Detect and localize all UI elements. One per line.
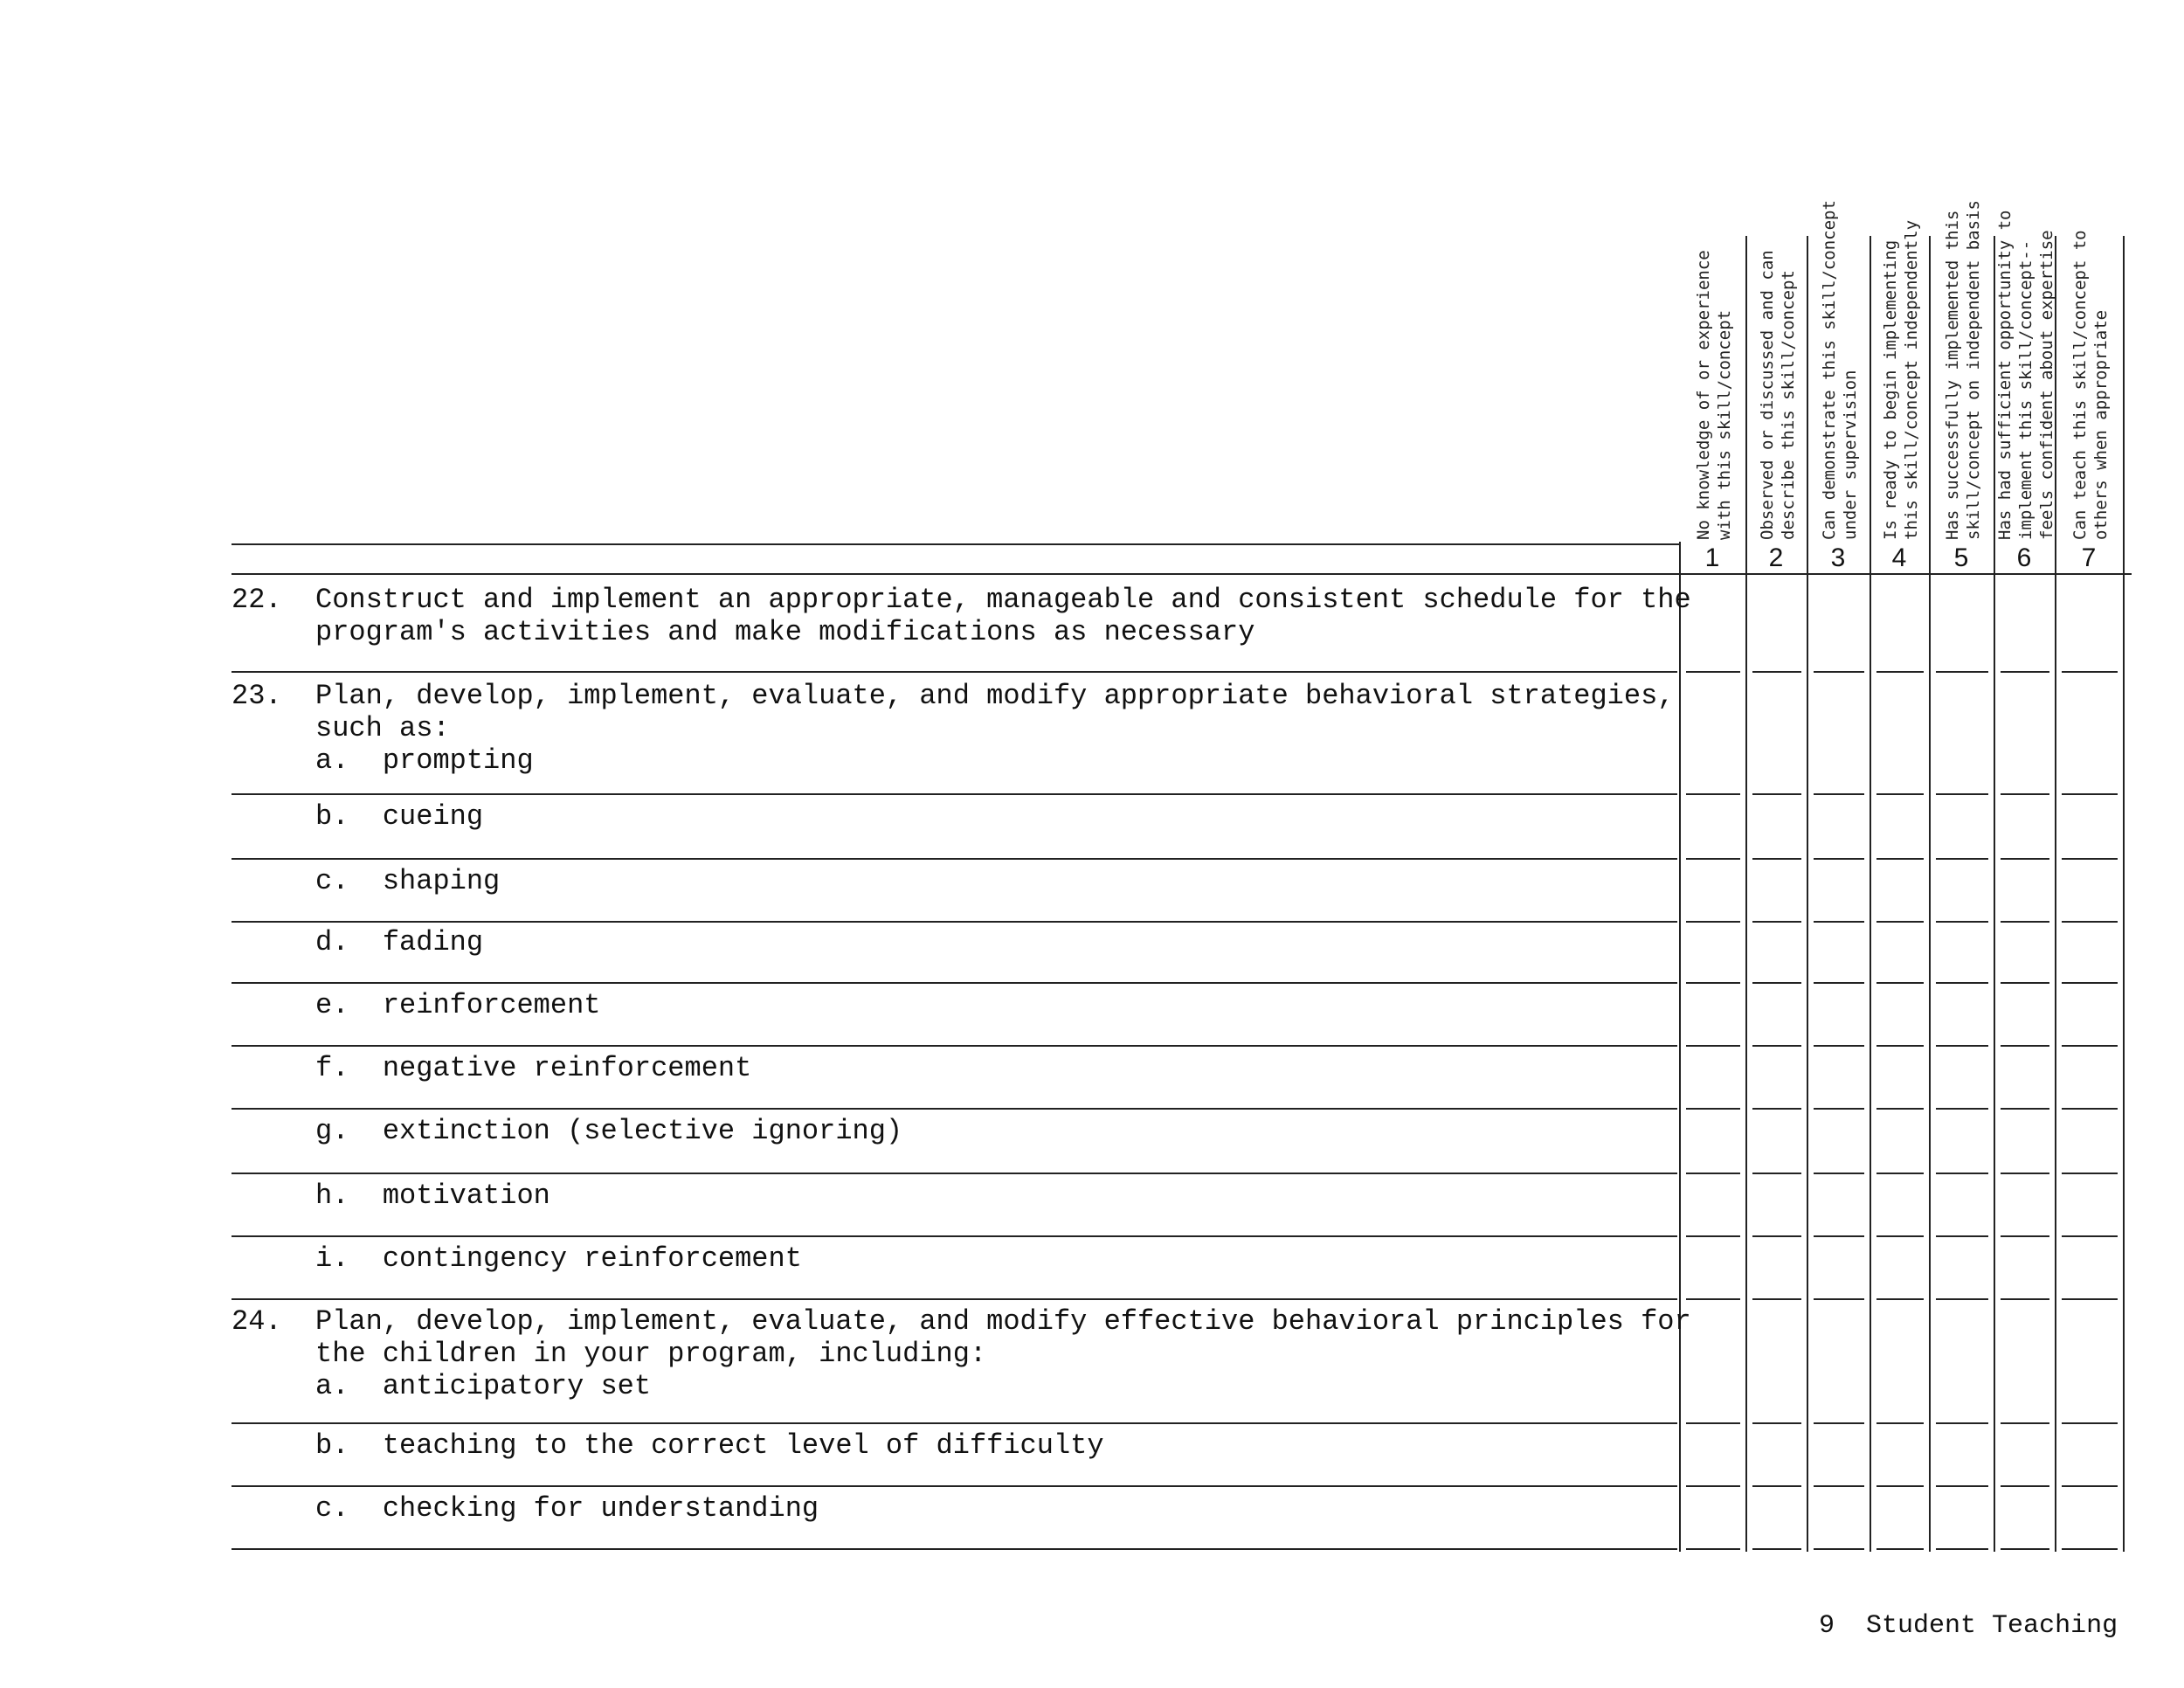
rating-blank[interactable]	[1752, 858, 1801, 860]
rating-blank[interactable]	[1752, 1108, 1801, 1110]
row-rule	[232, 1485, 1677, 1487]
rating-blank[interactable]	[1814, 982, 1864, 984]
column-number-4: 4	[1891, 543, 1907, 572]
rating-blank[interactable]	[1752, 921, 1801, 923]
rating-blank[interactable]	[1936, 921, 1988, 923]
column-header-3	[1819, 200, 1861, 540]
rating-blank[interactable]	[1876, 1422, 1924, 1424]
rating-blank[interactable]	[2062, 921, 2118, 923]
rating-blank[interactable]	[2001, 1422, 2049, 1424]
rating-blank[interactable]	[1752, 1298, 1801, 1300]
rating-blank[interactable]	[1686, 1235, 1740, 1237]
column-header-line: implement this skill/concept--	[2016, 239, 2035, 540]
rating-blank[interactable]	[1814, 858, 1864, 860]
rating-blank[interactable]	[1936, 671, 1988, 673]
skill-item-line: program's activities and make modifications as necessary	[232, 616, 1255, 648]
rating-blank[interactable]	[1686, 1108, 1740, 1110]
rating-blank[interactable]	[2001, 1108, 2049, 1110]
rating-blank[interactable]	[1752, 793, 1801, 795]
row-rule	[232, 671, 1677, 673]
column-header-1	[1693, 250, 1735, 540]
rating-blank[interactable]	[1936, 1108, 1988, 1110]
rating-blank[interactable]	[1686, 793, 1740, 795]
rating-blank[interactable]	[1814, 1235, 1864, 1237]
skill-item	[232, 1492, 819, 1525]
rating-blank[interactable]	[2001, 671, 2049, 673]
skill-item	[232, 926, 483, 958]
skill-item-line: e. reinforcement	[232, 989, 601, 1021]
column-header-line: Can demonstrate this skill/concept	[1820, 200, 1839, 540]
rating-blank[interactable]	[2001, 858, 2049, 860]
skill-item-line: b. cueing	[232, 800, 484, 833]
rating-blank[interactable]	[2062, 1298, 2118, 1300]
rating-blank[interactable]	[2062, 858, 2118, 860]
header-rule	[232, 543, 1679, 545]
rating-blank[interactable]	[1814, 1548, 1864, 1550]
column-header-line: Has successfully implemented this	[1943, 210, 1962, 540]
rating-blank[interactable]	[1752, 1045, 1801, 1047]
rating-blank[interactable]	[2062, 1485, 2118, 1487]
rating-blank[interactable]	[1686, 1173, 1740, 1174]
column-number-6: 6	[2016, 543, 2032, 572]
rating-blank[interactable]	[2062, 1548, 2118, 1550]
skill-item-line: a. anticipatory set	[232, 1370, 652, 1402]
column-divider	[2123, 236, 2125, 1552]
skill-item	[232, 1242, 802, 1275]
skill-item	[232, 1115, 902, 1147]
header-rule	[232, 573, 1679, 575]
rating-blank[interactable]	[1876, 982, 1924, 984]
rating-blank[interactable]	[1752, 982, 1801, 984]
row-rule	[232, 1235, 1677, 1237]
column-number-3: 3	[1830, 543, 1846, 572]
row-rule	[232, 921, 1677, 923]
column-header-line: feels confident about expertise	[2037, 230, 2056, 540]
skill-item-line: i. contingency reinforcement	[232, 1242, 802, 1275]
column-divider	[1870, 236, 1871, 1552]
skill-item	[232, 1429, 1104, 1462]
page-footer	[1819, 1611, 2118, 1641]
column-header-4	[1880, 220, 1922, 540]
rating-blank[interactable]	[1876, 1108, 1924, 1110]
column-header-line: No knowledge of or experience	[1694, 250, 1713, 540]
skill-item-line: c. checking for understanding	[232, 1492, 819, 1525]
row-rule	[232, 858, 1677, 860]
skill-item-line: 24. Plan, develop, implement, evaluate, and modify effective behavioral principles for	[232, 1305, 1691, 1338]
skill-item-line: 22. Construct and implement an appropriate, manageable and consistent schedule for the	[232, 584, 1691, 616]
rating-blank[interactable]	[2001, 1173, 2049, 1174]
column-header-2	[1757, 250, 1799, 540]
skill-item-line: d. fading	[232, 926, 484, 958]
skill-item	[232, 680, 1674, 777]
column-header-5	[1942, 200, 1984, 540]
rating-blank[interactable]	[2062, 1422, 2118, 1424]
rating-blank[interactable]	[1686, 858, 1740, 860]
row-rule	[232, 1173, 1677, 1174]
rating-blank[interactable]	[1936, 1422, 1988, 1424]
skill-item-line: c. shaping	[232, 865, 501, 897]
rating-blank[interactable]	[2062, 793, 2118, 795]
rating-blank[interactable]	[2001, 1298, 2049, 1300]
column-header-line: Can teach this skill/concept to	[2070, 230, 2090, 540]
rating-blank[interactable]	[2001, 982, 2049, 984]
header-rule	[1679, 573, 2132, 575]
rating-blank[interactable]	[1876, 1045, 1924, 1047]
page-number: 9	[1819, 1611, 1835, 1641]
skill-item	[232, 865, 500, 897]
rating-blank[interactable]	[1936, 1235, 1988, 1237]
row-rule	[232, 793, 1677, 795]
rating-blank[interactable]	[1686, 1045, 1740, 1047]
rating-blank[interactable]	[1686, 1548, 1740, 1550]
rating-blank[interactable]	[1814, 1108, 1864, 1110]
skill-item-line: g. extinction (selective ignoring)	[232, 1115, 903, 1147]
row-rule	[232, 1548, 1677, 1550]
rating-blank[interactable]	[2001, 1235, 2049, 1237]
column-header-7	[2070, 230, 2111, 540]
row-rule	[232, 1108, 1677, 1110]
row-rule	[232, 1298, 1677, 1300]
rating-blank[interactable]	[1936, 982, 1988, 984]
rating-blank[interactable]	[2001, 793, 2049, 795]
column-divider	[1929, 236, 1931, 1552]
rating-blank[interactable]	[2001, 1045, 2049, 1047]
rating-blank[interactable]	[2062, 982, 2118, 984]
rating-blank[interactable]	[1936, 1485, 1988, 1487]
rating-blank[interactable]	[1876, 1298, 1924, 1300]
rating-blank[interactable]	[2062, 671, 2118, 673]
rating-blank[interactable]	[1814, 1485, 1864, 1487]
skill-item-line: h. motivation	[232, 1180, 550, 1212]
column-header-line: Has had sufficient opportunity to	[1995, 210, 2015, 540]
column-number-7: 7	[2081, 543, 2097, 572]
skill-item-line: f. negative reinforcement	[232, 1052, 752, 1084]
rating-blank[interactable]	[1936, 858, 1988, 860]
rating-blank[interactable]	[1876, 1173, 1924, 1174]
rating-blank[interactable]	[1936, 793, 1988, 795]
rating-blank[interactable]	[2062, 1108, 2118, 1110]
rating-blank[interactable]	[1876, 793, 1924, 795]
row-rule	[232, 982, 1677, 984]
column-number-1: 1	[1704, 543, 1720, 572]
rating-blank[interactable]	[1752, 671, 1801, 673]
skill-item	[232, 989, 600, 1021]
skill-item-line: such as:	[232, 712, 450, 744]
rating-blank[interactable]	[1686, 982, 1740, 984]
rating-blank[interactable]	[1686, 1485, 1740, 1487]
rating-blank[interactable]	[1876, 1548, 1924, 1550]
rating-blank[interactable]	[1936, 1298, 1988, 1300]
rating-blank[interactable]	[2001, 1548, 2049, 1550]
row-rule	[232, 1422, 1677, 1424]
rating-blank[interactable]	[2001, 921, 2049, 923]
column-header-line: Is ready to begin implementing	[1881, 239, 1900, 540]
rating-blank[interactable]	[1752, 1548, 1801, 1550]
column-header-6	[1994, 211, 2057, 541]
rating-blank[interactable]	[1876, 858, 1924, 860]
column-header-line: describe this skill/concept	[1779, 270, 1798, 540]
rating-blank[interactable]	[1814, 921, 1864, 923]
column-header-line: Observed or discussed and can	[1758, 250, 1777, 540]
column-header-line: this skill/concept independently	[1902, 219, 1921, 540]
rating-blank[interactable]	[1814, 793, 1864, 795]
rating-blank[interactable]	[1814, 1045, 1864, 1047]
column-header-line: under supervision	[1841, 370, 1860, 540]
rating-blank[interactable]	[1752, 1422, 1801, 1424]
rating-blank[interactable]	[1686, 921, 1740, 923]
skill-item-line: the children in your program, including:	[232, 1338, 987, 1370]
skill-item-line: a. prompting	[232, 744, 534, 777]
column-divider	[1807, 236, 1808, 1552]
column-divider	[1745, 236, 1747, 1552]
rating-blank[interactable]	[1752, 1173, 1801, 1174]
rating-blank[interactable]	[1936, 1045, 1988, 1047]
section-title: Student Teaching	[1866, 1611, 2118, 1641]
row-rule	[232, 1045, 1677, 1047]
rating-blank[interactable]	[1876, 1235, 1924, 1237]
rating-blank[interactable]	[1814, 671, 1864, 673]
rating-blank[interactable]	[1814, 1298, 1864, 1300]
rating-blank[interactable]	[1814, 1422, 1864, 1424]
rating-blank[interactable]	[2062, 1045, 2118, 1047]
rating-blank[interactable]	[2001, 1485, 2049, 1487]
rating-blank[interactable]	[1686, 1422, 1740, 1424]
skill-item-line: b. teaching to the correct level of difficulty	[232, 1429, 1104, 1462]
rating-blank[interactable]	[2062, 1235, 2118, 1237]
skill-item	[232, 584, 1691, 648]
rating-blank[interactable]	[1876, 1485, 1924, 1487]
column-header-line: skill/concept on independent basis	[1964, 200, 1983, 540]
skill-item	[232, 1305, 1691, 1402]
rating-blank[interactable]	[1752, 1485, 1801, 1487]
skill-item	[232, 1180, 550, 1212]
rating-blank[interactable]	[1752, 1235, 1801, 1237]
rating-blank[interactable]	[2062, 1173, 2118, 1174]
rating-blank[interactable]	[1876, 671, 1924, 673]
column-header-line: others when appropriate	[2091, 309, 2111, 540]
rating-blank[interactable]	[1814, 1173, 1864, 1174]
column-number-5: 5	[1953, 543, 1969, 572]
column-number-2: 2	[1768, 543, 1784, 572]
skill-item	[232, 800, 483, 833]
rating-blank[interactable]	[1686, 1298, 1740, 1300]
rating-blank[interactable]	[1936, 1548, 1988, 1550]
skill-item	[232, 1052, 751, 1084]
skill-item-line: 23. Plan, develop, implement, evaluate, and modify appropriate behavioral strategies,	[232, 680, 1675, 712]
rating-blank[interactable]	[1876, 921, 1924, 923]
column-header-line: with this skill/concept	[1715, 309, 1734, 540]
rating-blank[interactable]	[1936, 1173, 1988, 1174]
rating-blank[interactable]	[1686, 671, 1740, 673]
